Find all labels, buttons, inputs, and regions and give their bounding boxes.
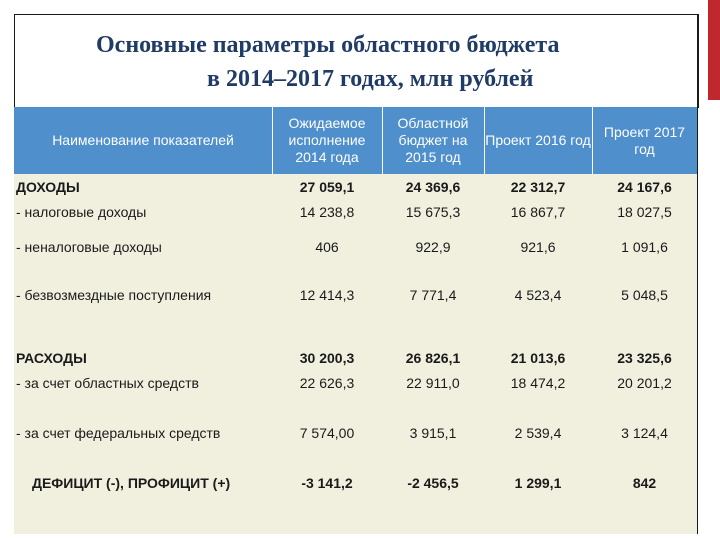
row-label: - безвозмездные поступления <box>16 287 212 303</box>
cell-value: 842 <box>632 475 657 491</box>
header-expected-2014: Ожидаемое исполнение 2014 года <box>288 115 366 165</box>
title-line-1: Основные параметры областного бюджета <box>96 32 560 58</box>
cell-value: 1 299,1 <box>514 475 562 491</box>
header-name: Наименование показателей <box>52 132 234 148</box>
cell-value: 22 312,7 <box>510 178 566 195</box>
cell-value: 20 201,2 <box>617 375 672 391</box>
header-project-2016: Проект 2016 год <box>485 132 591 148</box>
cell-value: 3 124,4 <box>621 425 668 441</box>
row-label: - за счет федеральных средств <box>16 425 221 441</box>
cell-value: 7 574,00 <box>299 425 355 441</box>
row-label: ДОХОДЫ <box>16 178 80 195</box>
cell-value: 12 414,3 <box>299 287 355 303</box>
cell-value: 18 474,2 <box>510 375 566 391</box>
cell-value: 3 915,1 <box>409 425 457 441</box>
cell-value: 7 771,4 <box>409 287 457 303</box>
cell-value: 15 675,3 <box>405 203 461 220</box>
cell-value: -2 456,5 <box>407 475 459 491</box>
table-row <box>14 199 697 224</box>
table-row <box>14 174 697 199</box>
cell-value: 16 867,7 <box>510 203 566 220</box>
page-title <box>14 28 697 96</box>
row-label: ДЕФИЦИТ (-), ПРОФИЦИТ (+) <box>32 475 231 491</box>
table-row <box>14 410 697 456</box>
row-label: - за счет областных средств <box>16 375 199 391</box>
row-label: РАСХОДЫ <box>16 349 87 366</box>
cell-value: 922,9 <box>415 238 451 255</box>
table-row <box>14 224 697 269</box>
cell-value: 18 027,5 <box>617 203 672 220</box>
budget-table <box>14 107 697 534</box>
row-label: - неналоговые доходы <box>16 238 162 255</box>
row-label: - налоговые доходы <box>16 203 147 220</box>
cell-value: 22 626,3 <box>299 375 355 391</box>
cell-value: 14 238,8 <box>299 203 355 220</box>
cell-value: 22 911,0 <box>406 375 460 391</box>
cell-value: 921,6 <box>520 238 556 255</box>
table-row <box>14 370 697 396</box>
cell-value: 4 523,4 <box>514 287 562 303</box>
cell-value: 26 826,1 <box>405 349 461 366</box>
table-row <box>14 269 697 321</box>
cell-value: 23 325,6 <box>617 349 672 366</box>
cell-value: 24 369,6 <box>405 178 461 195</box>
table-header <box>14 107 697 174</box>
cell-value: 24 167,6 <box>617 178 672 195</box>
cell-value: 21 013,6 <box>510 349 566 366</box>
slide-border-line <box>697 14 698 534</box>
cell-value: 30 200,3 <box>299 349 355 366</box>
header-budget-2015: Областной бюджет на 2015 год <box>397 115 469 165</box>
table-row <box>14 345 697 370</box>
title-line-2: в 2014–2017 годах, млн рублей <box>207 66 534 92</box>
cell-value: -3 141,2 <box>301 475 353 491</box>
cell-value: 5 048,5 <box>621 287 668 303</box>
header-project-2017: Проект 2017 год <box>603 123 686 157</box>
table-row <box>14 469 697 497</box>
cell-value: 27 059,1 <box>299 178 355 195</box>
cell-value: 1 091,6 <box>621 238 668 255</box>
cell-value: 406 <box>315 238 339 255</box>
cell-value: 2 539,4 <box>514 425 562 441</box>
accent-bar <box>708 0 720 100</box>
